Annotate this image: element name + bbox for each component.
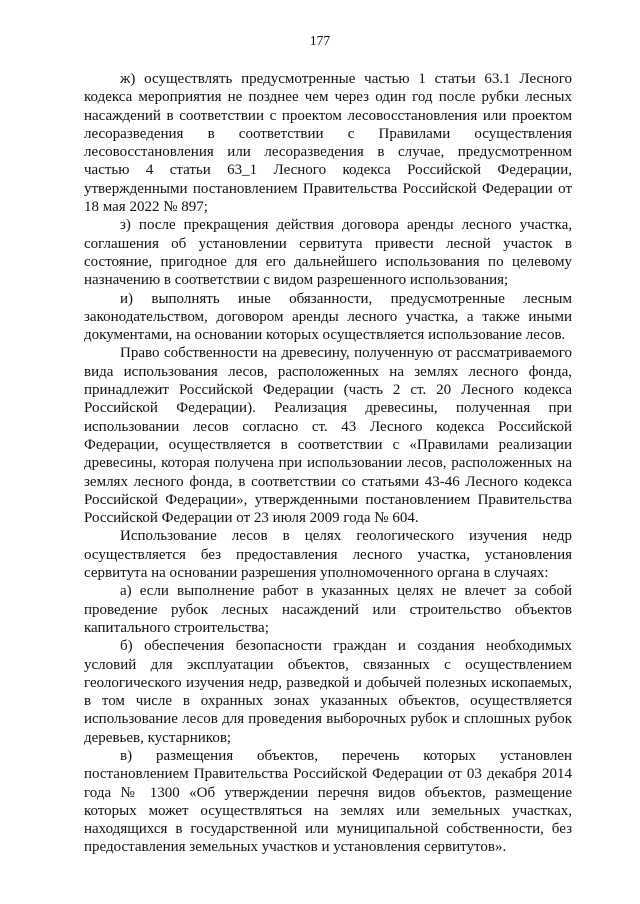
paragraph-case-b: б) обеспечения безопасности граждан и создания необходимых условий для эксплуатации объектов, связанных с осуществлением геологического изучения недр, разведкой и добычей полезных ископаемых, в том числе в охранных зонах указанных объектов, осуществляется использование лесов для проведения выборочных рубок и сплошных рубок деревьев, кустарников; [84, 638, 572, 746]
paragraph-geological-study: Использование лесов в целях геологического изучения недр осуществляется без предоставления лесного участка, установления сервитута на основании разрешения уполномоченного органа в случаях: [84, 528, 572, 582]
page-number: 177 [309, 33, 331, 48]
paragraph-item-z: з) после прекращения действия договора аренды лесного участка, соглашения об установлении сервитута привести лесной участок в состояние, пригодное для его дальнейшего использования по целевому назначению в соответствии с видом разрешенного использования; [84, 217, 572, 289]
paragraph-case-a: а) если выполнение работ в указанных целях не влечет за собой проведение рубок лесных насаждений или строительство объектов капитального строительства; [84, 583, 572, 636]
paragraph-wood-ownership: Право собственности на древесину, полученную от рассматриваемого вида использования лесов, расположенных на землях лесного фонда, принадлежит Российской Федерации (часть 2 ст. 20 Лесного кодекса Российской Федерации). Реализация древесины, полученная при использовании лесов согласно ст. 43 Лесного кодекса Российской Федерации, осуществляется в соответствии с «Правилами реализации древесины, которая получена при использовании лесов, расположенных на землях лесного фонда, в соответствии со статьями 43-46 Лесного кодекса Российской Федерации», утвержденными постановлением Правительства Российской Федерации от 23 июля 2009 года № 604. [84, 345, 572, 527]
paragraph-case-v: в) размещения объектов, перечень которых установлен постановлением Правительства Российской Федерации от 03 декабря 2014 года № 1300 «Об утверждении перечня видов объектов, размещение которых может осуществляться на землях или земельных участках, находящихся в государственной или муниципальной собственности, без предоставления земельных участков и установления сервитутов». [84, 747, 572, 856]
paragraph-item-zh: ж) осуществлять предусмотренные частью 1 статьи 63.1 Лесного кодекса мероприятия не позднее чем через один год после рубки лесных насаждений в соответствии с проектом лесовосстановления или проектом лесоразведения в соответствии с Правилами осуществления лесовосстановления или лесоразведения в случае, предусмотренном частью 4 статьи 63_1 Лесного кодекса Российской Федерации, утвержденными постановлением Правительства Российской Федерации от 18 мая 2022 № 897; [84, 71, 572, 216]
paragraph-item-i: и) выполнять иные обязанности, предусмотренные лесным законодательством, договором аренды лесного участка, а также иными документами, на основании которых осуществляется использование лесов. [84, 290, 572, 344]
document-body [84, 70, 572, 857]
